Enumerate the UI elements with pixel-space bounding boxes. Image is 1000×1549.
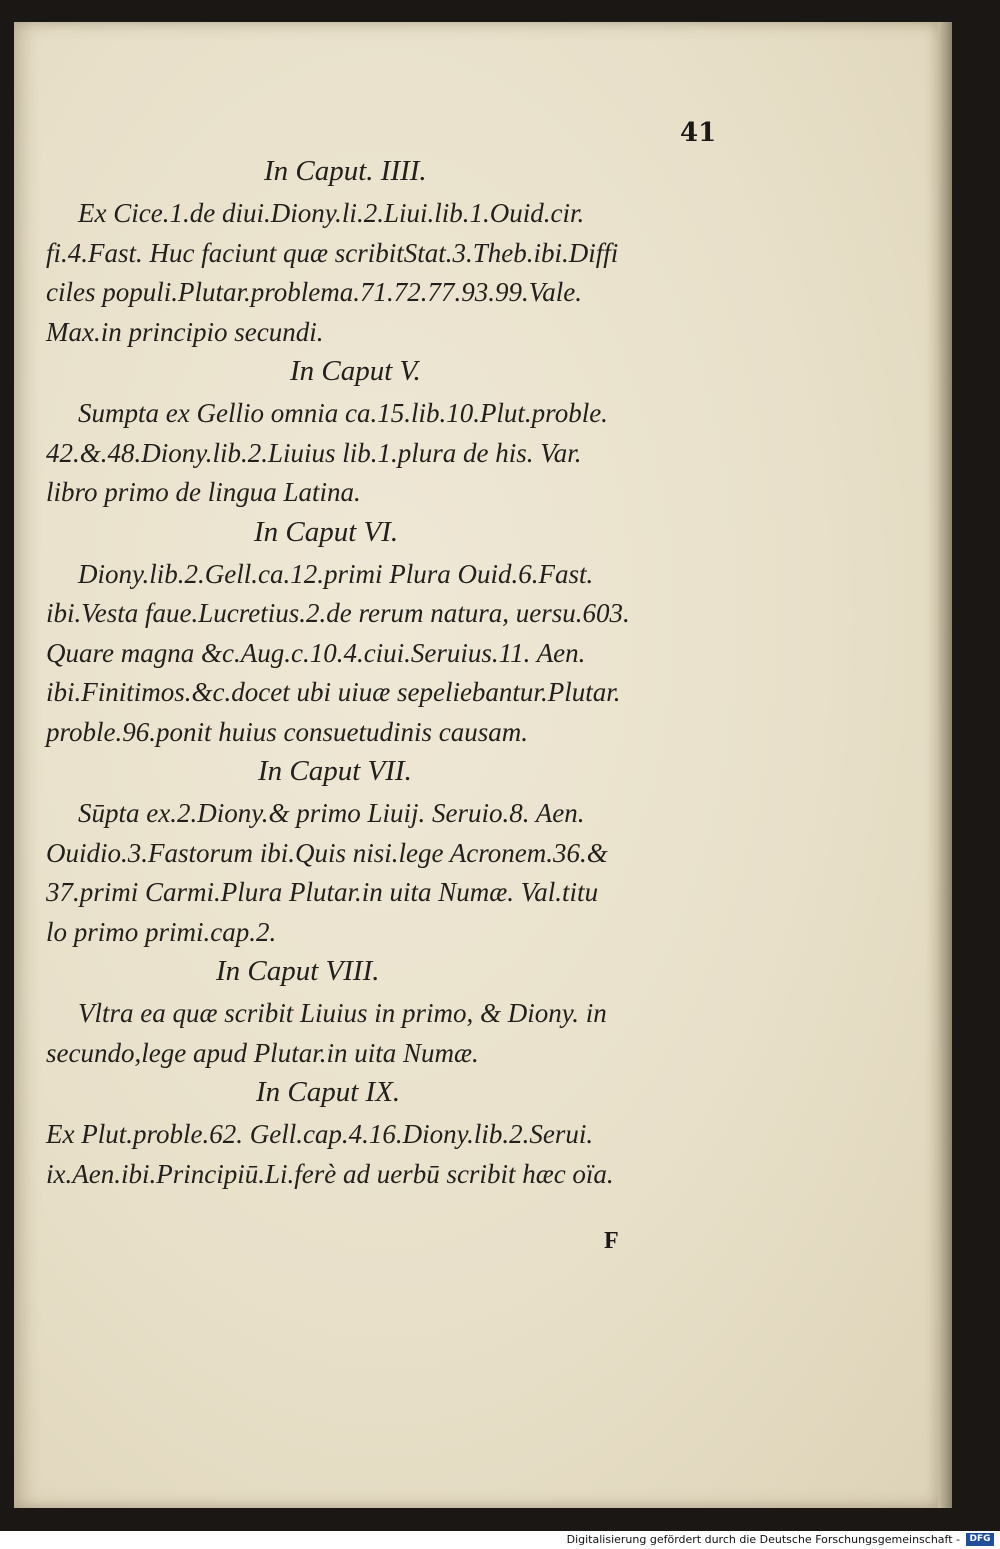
text-line: ibi.Finitimos.&c.docet ubi uiuæ sepeliebantur.Plutar.	[46, 677, 621, 707]
text-line: 37.primi Carmi.Plura Plutar.in uita Numæ. Val.titu	[46, 877, 599, 907]
text-line: proble.96.ponit huius consuetudinis causam.	[46, 716, 528, 747]
text-line: libro primo de lingua Latina.	[46, 477, 361, 507]
section-heading: In Caput VII.	[258, 755, 412, 787]
dfg-logo[interactable]: DFG	[966, 1533, 994, 1546]
section-heading: In Caput. IIII.	[264, 155, 427, 187]
text-line: lo primo primi.cap.2.	[46, 916, 277, 947]
signature-mark: F	[604, 1228, 619, 1254]
text-line: fi.4.Fast. Huc faciunt quæ scribitStat.3.Theb.ibi.Diffi	[46, 237, 619, 268]
text-line: ix.Aen.ibi.Principiū.Li.ferè ad uerbū scribit hæc oïa.	[46, 1158, 614, 1189]
section-heading: In Caput IX.	[256, 1076, 401, 1108]
page-number: 41	[680, 118, 717, 148]
text-line: Ouidio.3.Fastorum ibi.Quis nisi.lege Acronem.36.&	[46, 837, 608, 868]
section-heading: In Caput VI.	[254, 515, 399, 548]
text-line: ciles populi.Plutar.problema.71.72.77.93.99.Vale.	[46, 277, 582, 307]
text-line: Ex Cice.1.de diui.Diony.li.2.Liui.lib.1.Ouid.cir.	[78, 198, 585, 228]
text-line: Quare magna &c.Aug.c.10.4.ciui.Seruius.11. Aen.	[46, 637, 586, 668]
text-line: Ex Plut.proble.62. Gell.cap.4.16.Diony.lib.2.Serui.	[46, 1119, 594, 1149]
text-line: Vltra ea quæ scribit Liuius in primo, & Diony. in	[78, 998, 607, 1028]
text-line: Sūpta ex.2.Diony.& primo Liuij. Seruio.8. Aen.	[78, 798, 585, 828]
page-edge	[938, 22, 952, 1508]
text-line: Sumpta ex Gellio omnia ca.15.lib.10.Plut.proble.	[78, 398, 608, 428]
text-line: Diony.lib.2.Gell.ca.12.primi Plura Ouid.6.Fast.	[78, 558, 594, 589]
text-line: secundo,lege apud Plutar.in uita Numæ.	[46, 1037, 479, 1068]
section-heading: In Caput V.	[290, 355, 421, 387]
text-line: Max.in principio secundi.	[46, 316, 324, 347]
section-heading: In Caput VIII.	[216, 955, 380, 987]
main-text	[46, 152, 726, 1194]
text-line: ibi.Vesta faue.Lucretius.2.de rerum natura, uersu.603.	[46, 598, 630, 628]
footer-credit: Digitalisierung gefördert durch die Deutsche Forschungsgemeinschaft -	[566, 1533, 960, 1546]
text-line: 42.&.48.Diony.lib.2.Liuius lib.1.plura de his. Var.	[46, 437, 582, 468]
